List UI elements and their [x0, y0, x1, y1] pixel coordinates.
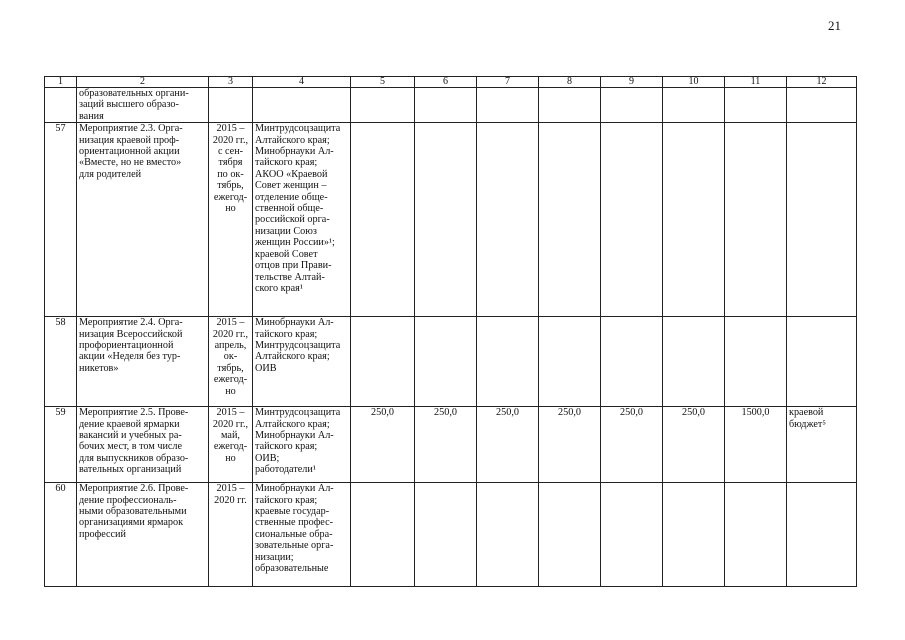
funding-source: краевой бюджет⁵ — [787, 407, 857, 483]
activity-executors: Минтрудсоцзащита Алтайского края; Минобрнауки Ал- тайского края; ОИВ; работодатели¹ — [253, 407, 351, 483]
funding-source — [787, 483, 857, 587]
column-header: 8 — [539, 77, 601, 88]
funding-2017 — [477, 483, 539, 587]
column-header: 12 — [787, 77, 857, 88]
funding-2019 — [601, 123, 663, 317]
funding-source — [787, 317, 857, 407]
funding-2020 — [663, 483, 725, 587]
funding-2017 — [477, 88, 539, 123]
activity-executors: Минобрнауки Ал- тайского края; краевые государ- ственные профес- сиональные обра- зовательные орга- низации; образовательные — [253, 483, 351, 587]
funding-2016 — [415, 317, 477, 407]
activity-executors — [253, 88, 351, 123]
column-header: 5 — [351, 77, 415, 88]
funding-2020 — [663, 123, 725, 317]
funding-2019 — [601, 483, 663, 587]
funding-2018 — [539, 317, 601, 407]
table-row — [45, 88, 857, 123]
funding-2016 — [415, 483, 477, 587]
column-header: 3 — [209, 77, 253, 88]
funding-2019 — [601, 88, 663, 123]
funding-source — [787, 88, 857, 123]
funding-total — [725, 317, 787, 407]
table-row — [45, 123, 857, 317]
column-header: 4 — [253, 77, 351, 88]
funding-2020 — [663, 317, 725, 407]
funding-total — [725, 123, 787, 317]
funding-2017 — [477, 123, 539, 317]
funding-2020 — [663, 88, 725, 123]
column-header: 2 — [77, 77, 209, 88]
row-number: 57 — [45, 123, 77, 317]
activity-name: Мероприятие 2.6. Прове- дение профессиональ- ными образовательными организациями ярмарок профессий — [77, 483, 209, 587]
funding-2020: 250,0 — [663, 407, 725, 483]
funding-2016 — [415, 123, 477, 317]
row-number: 59 — [45, 407, 77, 483]
funding-total — [725, 483, 787, 587]
funding-2018 — [539, 88, 601, 123]
column-header: 9 — [601, 77, 663, 88]
table-row — [45, 407, 857, 483]
funding-2015 — [351, 317, 415, 407]
activity-name: Мероприятие 2.4. Орга- низация Всероссийской профориентационной акции «Неделя без тур- никетов» — [77, 317, 209, 407]
table-row — [45, 317, 857, 407]
activity-term: 2015 – 2020 гг., май, ежегод- но — [209, 407, 253, 483]
funding-2016 — [415, 88, 477, 123]
funding-2015 — [351, 123, 415, 317]
funding-2018 — [539, 123, 601, 317]
column-header: 10 — [663, 77, 725, 88]
column-number-header-row — [45, 77, 857, 88]
activity-executors: Минтрудсоцзащита Алтайского края; Минобрнауки Ал- тайского края; АКОО «Краевой Совет женщин – отделение обще- ственной обще- российской орга- низации Союз женщин России»¹; краевой Совет отцов при Прави- тельстве Алтай- ского края¹ — [253, 123, 351, 317]
page-number: 21 — [828, 18, 841, 33]
funding-2016: 250,0 — [415, 407, 477, 483]
funding-2019: 250,0 — [601, 407, 663, 483]
column-header: 6 — [415, 77, 477, 88]
activity-executors: Минобрнауки Ал- тайского края; Минтрудсоцзащита Алтайского края; ОИВ — [253, 317, 351, 407]
funding-total: 1500,0 — [725, 407, 787, 483]
funding-total — [725, 88, 787, 123]
column-header: 7 — [477, 77, 539, 88]
funding-2019 — [601, 317, 663, 407]
activity-name: Мероприятие 2.3. Орга- низация краевой проф- ориентационной акции «Вместе, но не вместо» для родителей — [77, 123, 209, 317]
activity-name: образовательных органи- заций высшего образо- вания — [77, 88, 209, 123]
activity-term: 2015 – 2020 гг., с сен- тября по ок- тябрь, ежегод- но — [209, 123, 253, 317]
activity-term — [209, 88, 253, 123]
activity-term: 2015 – 2020 гг. — [209, 483, 253, 587]
funding-2017 — [477, 317, 539, 407]
row-number — [45, 88, 77, 123]
funding-source — [787, 123, 857, 317]
funding-2017: 250,0 — [477, 407, 539, 483]
funding-2018: 250,0 — [539, 407, 601, 483]
funding-2015 — [351, 483, 415, 587]
funding-2015: 250,0 — [351, 407, 415, 483]
activity-name: Мероприятие 2.5. Прове- дение краевой ярмарки вакансий и учебных ра- бочих мест, в том числе для выпускников образо- вательных организаций — [77, 407, 209, 483]
funding-2018 — [539, 483, 601, 587]
column-header: 1 — [45, 77, 77, 88]
program-activities-table — [44, 76, 857, 587]
table-row — [45, 483, 857, 587]
funding-2015 — [351, 88, 415, 123]
row-number: 58 — [45, 317, 77, 407]
column-header: 11 — [725, 77, 787, 88]
activity-term: 2015 – 2020 гг., апрель, ок- тябрь, ежегод- но — [209, 317, 253, 407]
row-number: 60 — [45, 483, 77, 587]
